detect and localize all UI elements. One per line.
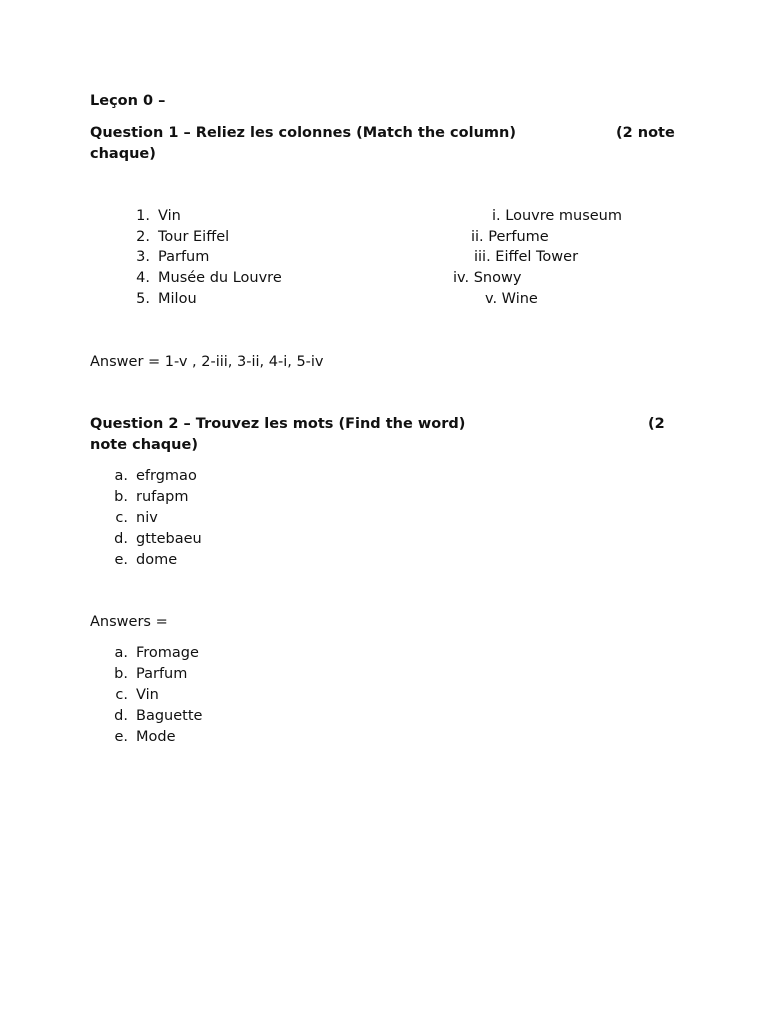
match-option: ii. Perfume	[471, 229, 549, 245]
list-item: dome	[136, 552, 178, 568]
list-item: Mode	[136, 729, 176, 745]
list-item: Parfum	[158, 249, 210, 265]
question1-title: Question 1 – Reliez les colonnes (Match the column)	[90, 125, 516, 141]
list-item: niv	[136, 510, 158, 526]
list-item-letter: b.	[114, 489, 128, 505]
match-option: iii. Eiffel Tower	[474, 249, 579, 265]
list-item-letter: c.	[115, 510, 128, 526]
list-item: Vin	[136, 687, 159, 703]
lesson-title: Leçon 0 –	[90, 93, 166, 109]
list-item: Milou	[158, 291, 197, 307]
list-item-number: 4.	[136, 270, 150, 286]
list-item-letter: e.	[114, 729, 128, 745]
list-item-number: 2.	[136, 229, 150, 245]
match-option: iv. Snowy	[453, 270, 522, 286]
list-item: efrgmao	[136, 468, 197, 484]
list-item: rufapm	[136, 489, 189, 505]
match-option: i. Louvre museum	[492, 208, 622, 224]
list-item-letter: d.	[114, 531, 128, 547]
question2-points-cont: note chaque)	[90, 437, 198, 453]
list-item-letter: d.	[114, 708, 128, 724]
list-item: gttebaeu	[136, 531, 202, 547]
list-item: Parfum	[136, 666, 188, 682]
question2-answers-label: Answers =	[90, 614, 168, 630]
question2-points: (2	[648, 416, 665, 432]
list-item: Vin	[158, 208, 181, 224]
question1-answer: Answer = 1-v , 2-iii, 3-ii, 4-i, 5-iv	[90, 354, 324, 370]
list-item-letter: b.	[114, 666, 128, 682]
list-item: Fromage	[136, 645, 199, 661]
list-item-letter: e.	[114, 552, 128, 568]
list-item-letter: a.	[114, 468, 128, 484]
list-item-letter: a.	[114, 645, 128, 661]
question1-points-cont: chaque)	[90, 146, 156, 162]
list-item: Tour Eiffel	[158, 229, 230, 245]
list-item-number: 5.	[136, 291, 150, 307]
match-option: v. Wine	[485, 291, 538, 307]
list-item-letter: c.	[115, 687, 128, 703]
list-item-number: 1.	[136, 208, 150, 224]
list-item: Baguette	[136, 708, 203, 724]
list-item: Musée du Louvre	[158, 270, 282, 286]
question2-title: Question 2 – Trouvez les mots (Find the word)	[90, 416, 466, 432]
question1-points: (2 note	[616, 125, 675, 141]
list-item-number: 3.	[136, 249, 150, 265]
